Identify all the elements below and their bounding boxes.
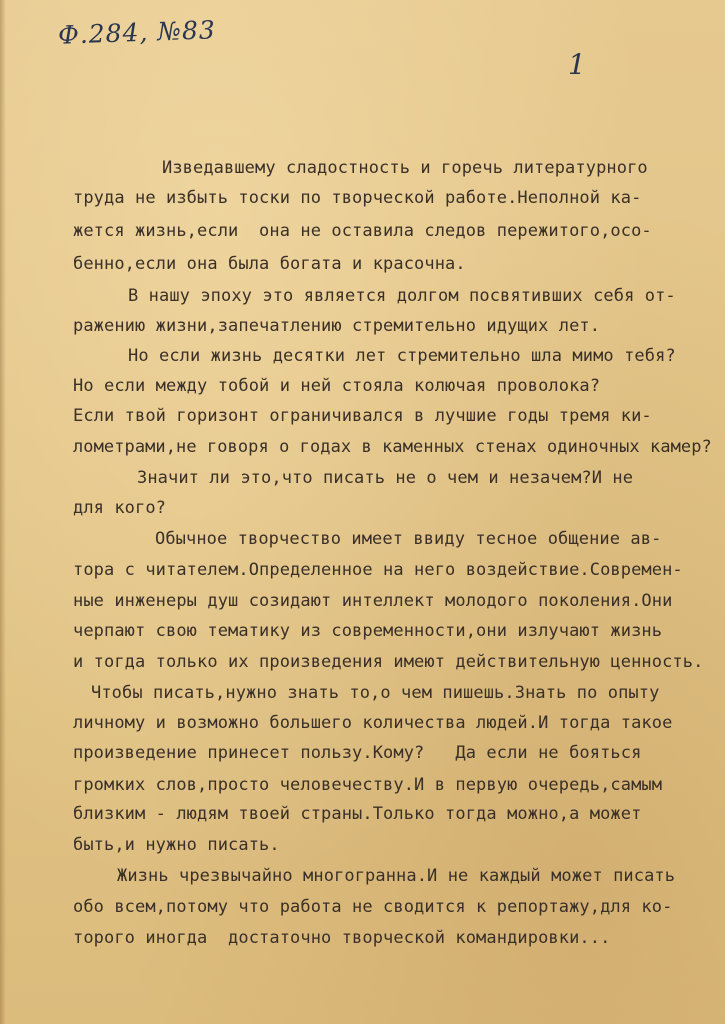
text-line: для кого?	[73, 498, 167, 518]
text-line: труда не избыть тоски по творческой работе.Неполной ка-	[73, 188, 642, 208]
text-line: Но если между тобой и ней стояла колючая проволока?	[73, 376, 601, 396]
text-line: черпают свою тематику из современности,они излучают жизнь	[73, 621, 663, 641]
text-line: Обычное творчество имеет ввиду тесное общение ав-	[155, 529, 662, 549]
text-line: Если твой горизонт ограничивался в лучшие годы тремя ки-	[73, 406, 652, 426]
text-line: Значит ли это,что писать не о чем и незачем?И не	[137, 468, 634, 488]
text-line: бенно,если она была богата и красочна.	[73, 254, 466, 274]
text-line: и тогда только их произведения имеют действительную ценность.	[73, 652, 704, 672]
text-line: личному и возможно большего количества людей.И тогда такое	[73, 713, 673, 733]
paper-edge-shadow	[0, 0, 6, 1024]
text-line: Чтобы писать,нужно знать то,о чем пишешь.Знать по опыту	[91, 683, 660, 703]
text-line: Но если жизнь десятки лет стремительно шла мимо тебя?	[128, 346, 676, 366]
text-line: громких слов,просто человечеству.И в первую очередь,самым	[73, 775, 663, 795]
text-line: В нашу эпоху это является долгом посвятивших себя от-	[128, 286, 676, 306]
text-line: Жизнь чрезвычайно многогранна.И не каждый может писать	[117, 866, 676, 886]
text-line: произведение принесет пользу.Кому? Да если не бояться	[73, 743, 642, 763]
text-line: быть,и нужно писать.	[73, 835, 280, 855]
text-line: тора с читателем.Определенное на него воздействие.Современ-	[73, 560, 683, 580]
text-line: лометрами,не говоря о годах в каменных стенах одиночных камер?	[73, 437, 712, 457]
text-line: торого иногда достаточно творческой командировки...	[73, 928, 611, 948]
text-line: обо всем,потому что работа не сводится к репортажу,для ко-	[73, 897, 673, 917]
text-line: Изведавшему сладостность и горечь литературного	[162, 158, 648, 178]
page-number: 1	[568, 48, 586, 81]
text-line: ные инженеры душ созидают интеллект молодого поколения.Они	[73, 591, 673, 611]
text-line: жется жизнь,если она не оставила следов пережитого,осо-	[73, 221, 652, 241]
archive-reference: Ф.284, №83	[57, 15, 217, 50]
text-line: ражению жизни,запечатлению стремительно идущих лет.	[73, 316, 601, 336]
text-line: близким - людям твоей страны.Только тогда можно,а может	[73, 804, 642, 824]
